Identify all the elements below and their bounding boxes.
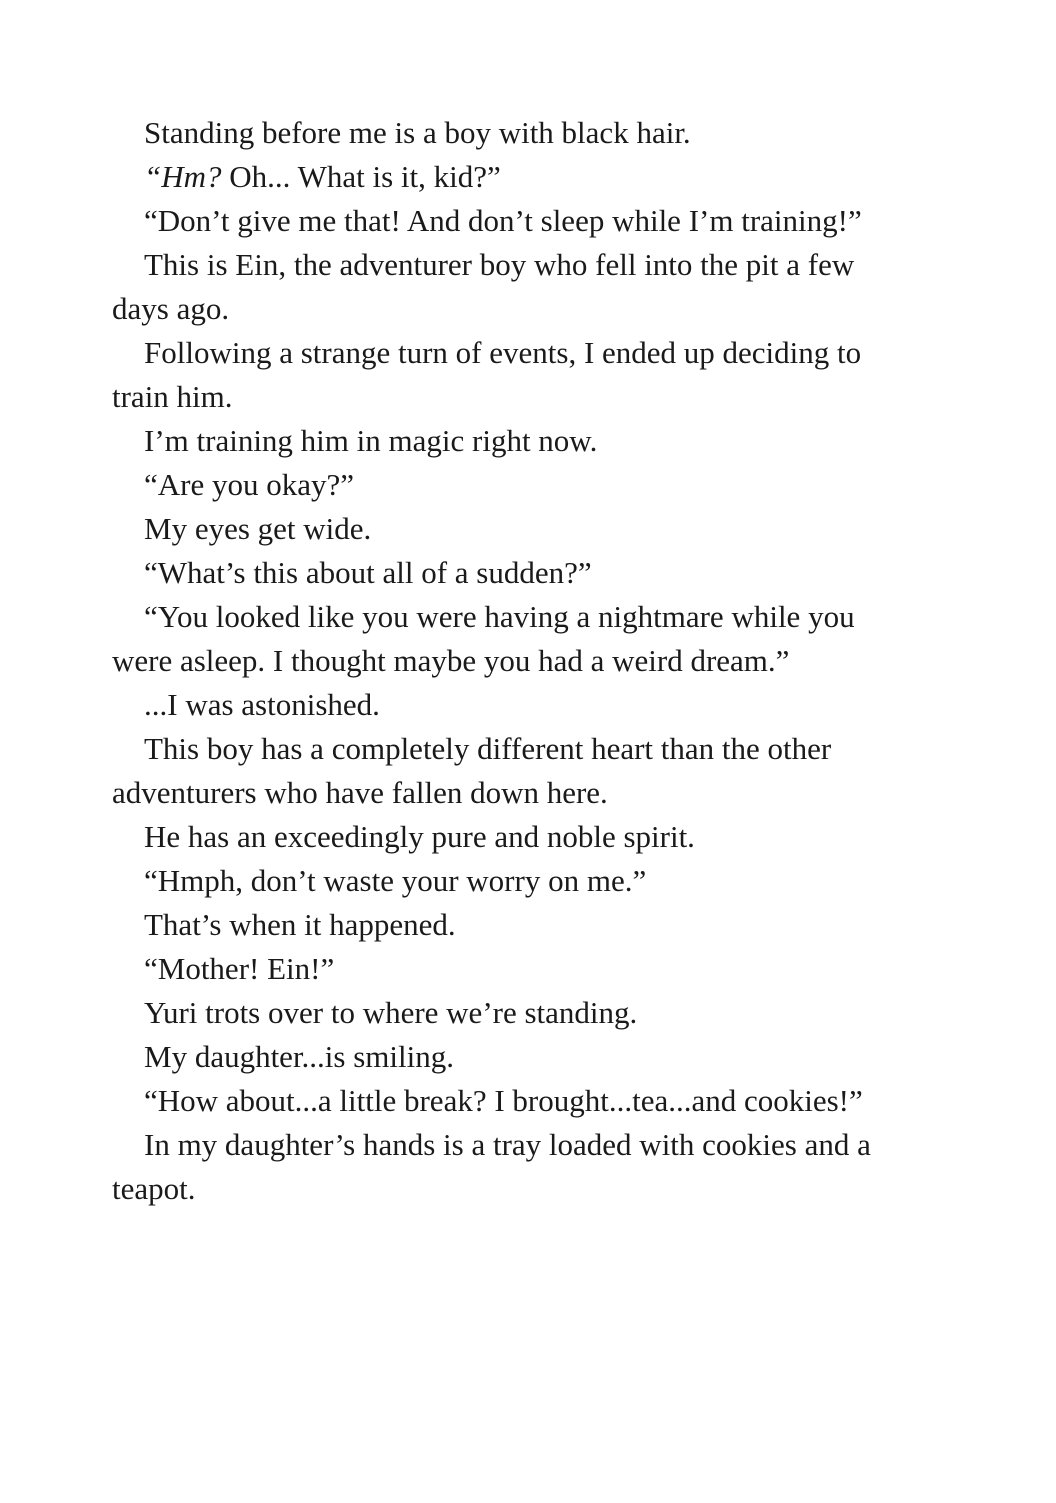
text-line: “Hmph, don’t waste your worry on me.”	[144, 863, 647, 898]
text-line	[112, 155, 962, 199]
line-text: Oh... What is it, kid?”	[221, 159, 501, 194]
text-line: “You looked like you were having a nightmare while you	[144, 599, 855, 634]
paragraph	[112, 111, 962, 155]
paragraph	[112, 463, 962, 507]
text-line: Following a strange turn of events, I ended up deciding to	[144, 335, 862, 370]
paragraph	[112, 991, 962, 1035]
text-line: “Are you okay?”	[144, 467, 355, 502]
text-line: “Mother! Ein!”	[144, 951, 335, 986]
text-line: In my daughter’s hands is a tray loaded with cookies and a	[144, 1127, 871, 1162]
paragraph	[112, 859, 962, 903]
text-line: days ago.	[112, 291, 230, 326]
text-line: adventurers who have fallen down here.	[112, 775, 608, 810]
paragraph	[112, 507, 962, 551]
page-text	[112, 111, 962, 1211]
text-line: train him.	[112, 379, 233, 414]
italic-text: “Hm?	[144, 159, 222, 194]
paragraph	[112, 155, 962, 199]
text-line: That’s when it happened.	[144, 907, 456, 942]
text-line: I’m training him in magic right now.	[144, 423, 598, 458]
paragraph	[112, 419, 962, 463]
paragraph	[112, 683, 962, 727]
paragraph	[112, 199, 962, 243]
text-line: My daughter...is smiling.	[144, 1039, 454, 1074]
text-line: My eyes get wide.	[144, 511, 372, 546]
paragraph	[112, 1123, 962, 1211]
text-line: Standing before me is a boy with black hair.	[144, 115, 691, 150]
text-line: He has an exceedingly pure and noble spirit.	[144, 819, 695, 854]
paragraph	[112, 243, 962, 331]
paragraph	[112, 947, 962, 991]
text-line: teapot.	[112, 1171, 196, 1206]
paragraph	[112, 1035, 962, 1079]
text-line: ...I was astonished.	[144, 687, 380, 722]
paragraph	[112, 551, 962, 595]
text-line: were asleep. I thought maybe you had a weird dream.”	[112, 643, 790, 678]
paragraph	[112, 815, 962, 859]
paragraph	[112, 595, 962, 683]
paragraph	[112, 903, 962, 947]
paragraph	[112, 1079, 962, 1123]
text-line: “How about...a little break? I brought...tea...and cookies!”	[144, 1083, 863, 1118]
paragraph	[112, 331, 962, 419]
text-line: This boy has a completely different heart than the other	[144, 731, 832, 766]
text-line: “What’s this about all of a sudden?”	[144, 555, 592, 590]
text-line: Yuri trots over to where we’re standing.	[144, 995, 638, 1030]
text-line: This is Ein, the adventurer boy who fell into the pit a few	[144, 247, 855, 282]
paragraph	[112, 727, 962, 815]
text-line: “Don’t give me that! And don’t sleep while I’m training!”	[144, 203, 862, 238]
